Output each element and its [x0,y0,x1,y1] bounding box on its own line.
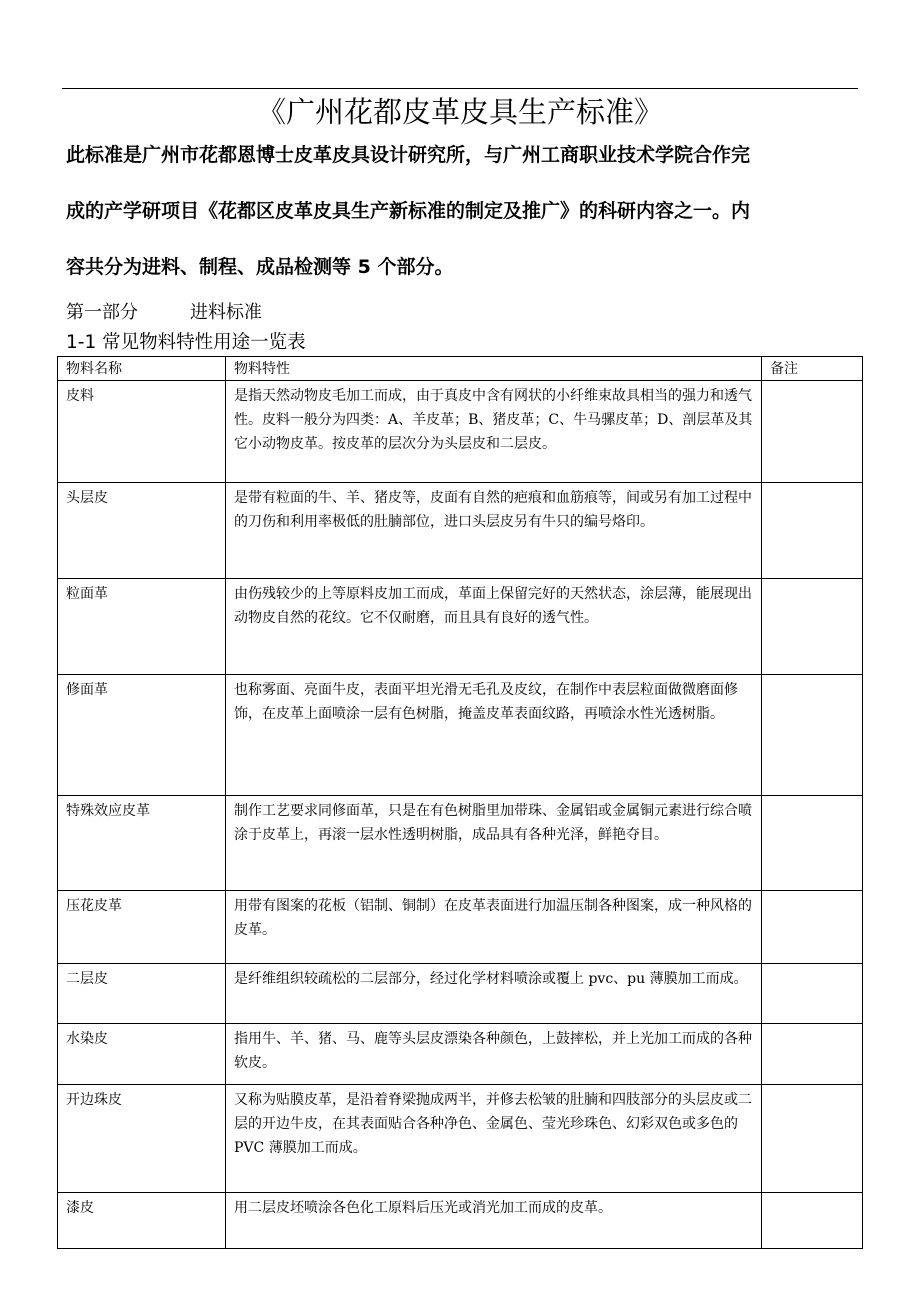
table-row [58,796,863,891]
cell-name: 漆皮 [58,1193,226,1249]
section-heading: 1-1 常见物料特性用途一览表 [66,332,306,353]
intro-line-1: 此标准是广州市花都恩博士皮革皮具设计研究所，与广州工商职业技术学院合作完 [66,144,751,166]
cell-note [762,1024,863,1085]
cell-property: 用带有图案的花板（铝制、铜制）在皮革表面进行加温压制各种图案，成一种风格的皮革。 [226,891,762,964]
cell-property: 是指天然动物皮毛加工而成，由于真皮中含有网状的小纤维束故具相当的强力和透气性。皮料一般分为四类：A、羊皮革；B、猪皮革；C、牛马骡皮革；D、剖层革及其它小动物皮革。按皮革的层次分为头层皮和二层皮。 [226,381,762,483]
materials-table [57,356,863,1249]
cell-property: 是带有粒面的牛、羊、猪皮等，皮面有自然的疤痕和血筋痕等，间或另有加工过程中的刀伤和利用率极低的肚腩部位，进口头层皮另有牛只的编号烙印。 [226,483,762,579]
cell-name: 特殊效应皮革 [58,796,226,891]
cell-property: 又称为贴膜皮革，是沿着脊梁抛成两半，并修去松皱的肚腩和四肢部分的头层皮或二层的开边牛皮，在其表面贴合各种净色、金属色、莹光珍珠色、幻彩双色或多色的 PVC 薄膜加工而成。 [226,1085,762,1193]
table-row [58,579,863,675]
table-row [58,675,863,796]
cell-note [762,579,863,675]
cell-note [762,675,863,796]
cell-name: 头层皮 [58,483,226,579]
cell-name: 粒面革 [58,579,226,675]
cell-name: 压花皮革 [58,891,226,964]
cell-name: 修面革 [58,675,226,796]
cell-name: 开边珠皮 [58,1085,226,1193]
header-note: 备注 [762,357,863,381]
cell-note [762,891,863,964]
part-heading [66,300,262,326]
table-row [58,483,863,579]
cell-property: 用二层皮坯喷涂各色化工原料后压光或消光加工而成的皮革。 [226,1193,762,1249]
cell-name: 二层皮 [58,964,226,1024]
cell-property: 由伤残较少的上等原料皮加工而成，革面上保留完好的天然状态，涂层薄，能展现出动物皮自然的花纹。它不仅耐磨，而且具有良好的透气性。 [226,579,762,675]
cell-note [762,381,863,483]
intro-line-2: 成的产学研项目《花都区皮革皮具生产新标准的制定及推广》的科研内容之一。内 [66,200,751,222]
table-row [58,1085,863,1193]
part-name: 进料标准 [190,302,262,323]
cell-name: 水染皮 [58,1024,226,1085]
document-title: 《广州花都皮革皮具生产标准》 [256,95,663,129]
intro-line-3: 容共分为进料、制程、成品检测等 5 个部分。 [66,256,454,278]
cell-note [762,964,863,1024]
cell-note [762,1085,863,1193]
cell-note [762,1193,863,1249]
header-property: 物料特性 [226,357,762,381]
cell-property: 制作工艺要求同修面革，只是在有色树脂里加带珠、金属铝或金属铜元素进行综合喷涂于皮革上，再滚一层水性透明树脂，成品具有各种光泽，鲜艳夺目。 [226,796,762,891]
header-name: 物料名称 [58,357,226,381]
top-rule [62,88,858,89]
cell-note [762,483,863,579]
table-row [58,964,863,1024]
table-row [58,381,863,483]
cell-property: 指用牛、羊、猪、马、鹿等头层皮漂染各种颜色，上鼓摔松，并上光加工而成的各种软皮。 [226,1024,762,1085]
table-header-row [58,357,863,381]
part-number: 第一部分 [66,302,138,323]
cell-property: 是纤维组织较疏松的二层部分，经过化学材料喷涂或覆上 pvc、pu 薄膜加工而成。 [226,964,762,1024]
table-row [58,891,863,964]
cell-property: 也称雾面、亮面牛皮，表面平坦光滑无毛孔及皮纹，在制作中表层粒面做微磨面修饰，在皮革上面喷涂一层有色树脂，掩盖皮革表面纹路，再喷涂水性光透树脂。 [226,675,762,796]
cell-name: 皮料 [58,381,226,483]
table-row [58,1024,863,1085]
cell-note [762,796,863,891]
table-row [58,1193,863,1249]
